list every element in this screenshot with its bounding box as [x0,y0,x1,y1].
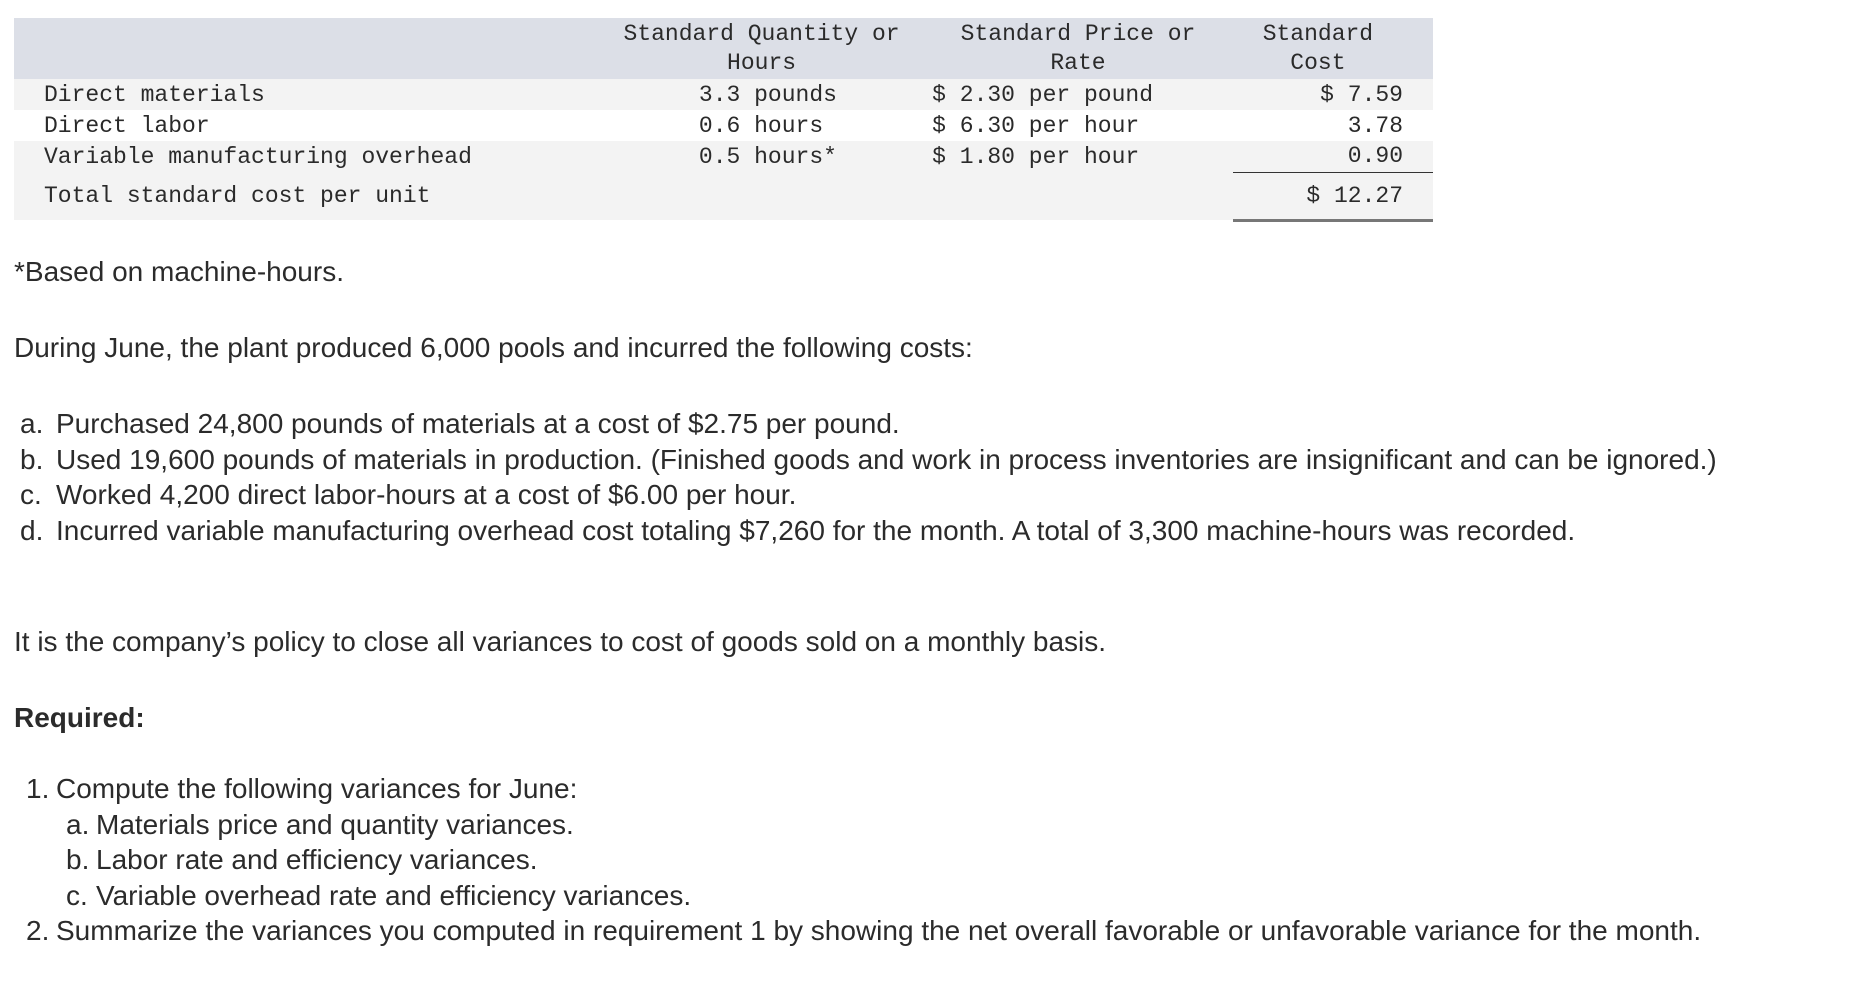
header-label [14,18,600,79]
list-item-text: Purchased 24,800 pounds of materials at a cost of $2.75 per pound. [56,408,900,439]
table-header-row [14,18,1433,79]
sub-requirement-item [66,878,1826,914]
row-label: Direct materials [44,81,265,108]
requirement-text: Compute the following variances for June: [56,773,578,804]
sub-requirement-marker: a. [66,808,90,840]
header-standard-price [923,18,1233,79]
sub-requirement-item [66,842,1826,878]
total-cost: $ 12.27 [1233,172,1433,220]
list-item-marker: b. [20,443,44,475]
list-item-marker: d. [20,514,44,546]
list-item-text: Used 19,600 pounds of materials in production. (Finished goods and work in process inventories are insignificant and can be ignored.) [56,443,1717,475]
table-row-total [14,172,1433,220]
header-standard-cost [1233,18,1433,79]
intro-paragraph: During June, the plant produced 6,000 pools and incurred the following costs: [14,332,973,363]
row-label: Direct labor [44,112,210,139]
total-quantity-empty [600,172,923,220]
header-standard-cost-line2: Cost [1290,49,1346,76]
header-standard-quantity-line2: Hours [727,49,797,76]
cost-items-list [20,406,1820,548]
row-price: $ 2.30 per pound [932,81,1153,108]
row-quantity: 3.3 pounds [698,81,837,108]
list-item [20,477,1820,513]
row-cost: 3.78 [1347,112,1403,139]
list-item [20,513,1820,549]
row-price: $ 6.30 per hour [932,112,1140,139]
header-standard-quantity [600,18,923,79]
table-row-direct-labor [14,110,1433,141]
required-heading: Required: [14,702,145,733]
list-item [20,406,1820,442]
requirements-list [26,771,1826,949]
sub-requirement-text: Materials price and quantity variances. [96,808,574,840]
footnote: *Based on machine-hours. [14,256,344,287]
list-item-text: Incurred variable manufacturing overhead cost totaling $7,260 for the month. A total of 3,300 machine-hours was recorded. [56,514,1576,546]
sub-requirement-marker: c. [66,879,88,911]
header-standard-price-line2: Rate [1050,49,1106,76]
row-label: Variable manufacturing overhead [44,143,472,170]
header-standard-cost-line1: Standard [1262,20,1374,47]
row-cost: $ 7.59 [1320,81,1403,108]
requirement-item [26,913,1826,949]
requirement-marker: 1. [26,773,50,804]
list-item [20,442,1820,478]
list-item-marker: c. [20,479,42,510]
table-row-direct-materials [14,79,1433,110]
requirement-item [26,771,1826,913]
row-quantity: 0.5 hours* [698,143,837,170]
table-row-variable-overhead [14,141,1433,172]
requirement-sub-list [56,807,1826,914]
row-price: $ 1.80 per hour [932,143,1140,170]
sub-requirement-item [66,807,1826,843]
list-item-marker: a. [20,408,44,439]
total-label: Total standard cost per unit [44,183,431,209]
sub-requirement-marker: b. [66,844,90,875]
total-price-empty [923,172,1233,220]
sub-requirement-text: Labor rate and efficiency variances. [96,844,538,875]
requirement-text: Summarize the variances you computed in requirement 1 by showing the net overall favorable or unfavorable variance for the month. [56,915,1702,946]
row-quantity: 0.6 hours [698,112,824,139]
standard-cost-table [14,18,1433,222]
requirement-marker: 2. [26,915,50,946]
list-item-text: Worked 4,200 direct labor-hours at a cost of $6.00 per hour. [56,479,797,510]
sub-requirement-text: Variable overhead rate and efficiency variances. [96,879,692,911]
policy-paragraph: It is the company’s policy to close all variances to cost of goods sold on a monthly basis. [14,626,1107,657]
header-standard-quantity-line1: Standard Quantity or [623,20,900,47]
row-cost: 0.90 [1233,141,1433,172]
header-standard-price-line1: Standard Price or [960,20,1196,47]
